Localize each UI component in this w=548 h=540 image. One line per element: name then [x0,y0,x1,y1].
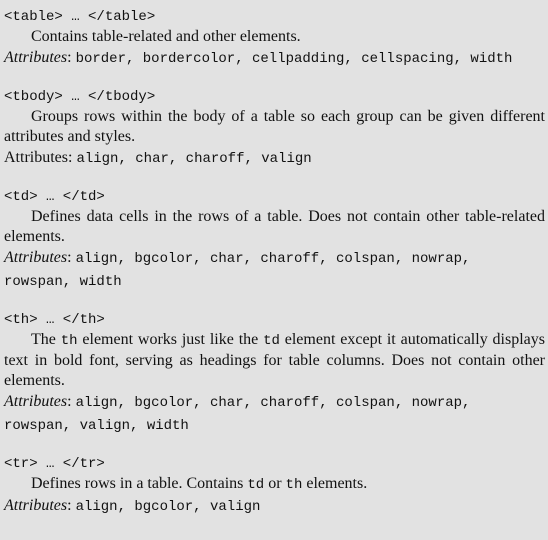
entry-description: Defines rows in a table. Contains td or th elements. [31,475,368,493]
entry-tr [4,454,545,518]
attributes-label: Attributes [4,149,68,166]
attributes-list: align, bgcolor, valign [75,499,261,515]
entry-description: Contains table-related and other elements. [31,28,301,45]
tag-heading: <tbody> … </tbody> [4,89,156,105]
attributes-line: Attributes: align, bgcolor, valign [4,497,261,515]
attributes-label: Attributes [4,497,68,514]
tag-heading: <td> … </td> [4,189,105,205]
entry-description: Defines data cells in the rows of a table. Does not contain other table-related elements. [4,208,545,245]
entry-description: Groups rows within the body of a table so each group can be given different attributes and styles. [4,108,545,145]
attributes-list: border, bordercolor, cellpadding, cellspacing, width [75,51,513,67]
attributes-line: Attributes: border, bordercolor, cellpadding, cellspacing, width [4,49,513,67]
entry-description: The th element works just like the td element except it automatically displays text in bold font, serving as headings for table columns. Does not contain other elements. [4,331,545,389]
attributes-label: Attributes [4,393,68,410]
attributes-list: align, bgcolor, char, charoff, colspan, nowrap, rowspan, valign, width [4,395,471,434]
inline-code: th [285,477,303,493]
tag-heading: <th> … </th> [4,312,105,328]
attributes-label: Attributes [4,249,68,266]
tag-heading: <tr> … </tr> [4,456,105,472]
inline-code: th [60,333,78,349]
attributes-list: align, char, charoff, valign [76,151,312,167]
entry-td [4,187,545,293]
entry-tbody [4,87,545,170]
tag-heading: <table> … </table> [4,9,156,25]
attributes-line: Attributes: align, bgcolor, char, charoff, colspan, nowrap, rowspan, width [4,249,471,290]
inline-code: td [263,333,280,349]
attributes-line: Attributes: align, bgcolor, char, charoff, colspan, nowrap, rowspan, valign, width [4,393,471,434]
attributes-line: Attributes: align, char, charoff, valign [4,149,312,167]
entry-table [4,7,545,70]
attributes-label: Attributes [4,49,68,66]
attributes-list: align, bgcolor, char, charoff, colspan, nowrap, rowspan, width [4,251,471,290]
entry-th [4,310,545,437]
inline-code: td [247,477,265,493]
